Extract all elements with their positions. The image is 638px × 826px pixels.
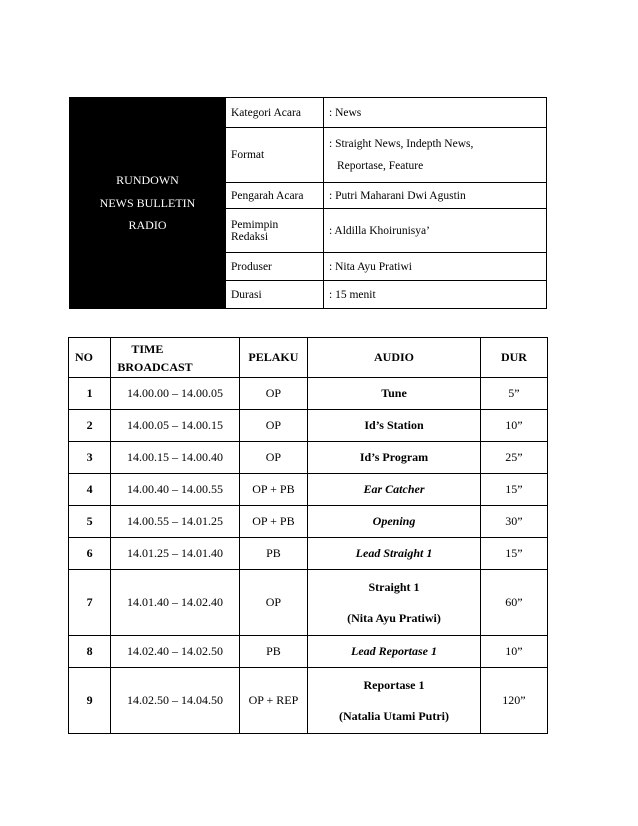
col-header-time xyxy=(111,338,239,378)
row-time: 14.00.15 – 14.00.40 xyxy=(111,442,239,474)
row-dur: 25” xyxy=(480,442,547,474)
row-pelaku: OP xyxy=(239,570,307,636)
row-audio xyxy=(308,636,481,668)
row-audio xyxy=(308,442,481,474)
row-time: 14.01.25 – 14.01.40 xyxy=(111,538,239,570)
row-audio xyxy=(308,570,481,636)
audio-line-gap xyxy=(308,693,480,709)
row-no: 3 xyxy=(69,442,111,474)
field-value-pengarah: : Putri Maharani Dwi Agustin xyxy=(324,183,547,209)
audio-line: Opening xyxy=(372,514,416,528)
row-pelaku: OP + REP xyxy=(239,668,307,734)
field-label-pengarah: Pengarah Acara xyxy=(226,183,324,209)
audio-line-gap xyxy=(308,595,480,611)
field-value-pemimpin-redaksi: : Aldilla Khoirunisya’ xyxy=(324,209,547,253)
format-line-1: : Straight News, Indepth News, xyxy=(329,138,474,150)
row-no: 5 xyxy=(69,506,111,538)
pemimpin-line-2: Redaksi xyxy=(231,230,269,243)
field-value-produser: : Nita Ayu Pratiwi xyxy=(324,253,547,281)
col-header-pelaku: PELAKU xyxy=(239,338,307,378)
row-audio xyxy=(308,668,481,734)
row-audio xyxy=(308,474,481,506)
format-line-2: Reportase, Feature xyxy=(337,160,424,172)
field-label-produser: Produser xyxy=(226,253,324,281)
row-dur: 120” xyxy=(480,668,547,734)
row-no: 2 xyxy=(69,410,111,442)
row-dur: 10” xyxy=(480,410,547,442)
table-row xyxy=(69,570,548,636)
row-dur: 15” xyxy=(480,474,547,506)
row-no: 4 xyxy=(69,474,111,506)
row-no: 8 xyxy=(69,636,111,668)
row-dur: 60” xyxy=(480,570,547,636)
row-pelaku: OP + PB xyxy=(239,506,307,538)
audio-line: Lead Reportase 1 xyxy=(351,644,437,658)
row-dur: 15” xyxy=(480,538,547,570)
row-no: 9 xyxy=(69,668,111,734)
row-time: 14.00.05 – 14.00.15 xyxy=(111,410,239,442)
row-pelaku: OP + PB xyxy=(239,474,307,506)
field-value-durasi: : 15 menit xyxy=(324,281,547,309)
field-label-pemimpin-redaksi xyxy=(226,209,324,253)
audio-line: (Nita Ayu Pratiwi) xyxy=(347,610,441,625)
table-row xyxy=(69,442,548,474)
row-pelaku: PB xyxy=(239,636,307,668)
program-title-line-3: RADIO xyxy=(128,218,167,233)
row-audio xyxy=(308,506,481,538)
row-time: 14.01.40 – 14.02.40 xyxy=(111,570,239,636)
audio-line: Id’s Program xyxy=(359,450,429,464)
field-label-format: Format xyxy=(226,128,324,183)
rundown-body xyxy=(69,378,548,734)
row-pelaku: OP xyxy=(239,378,307,410)
row-pelaku: PB xyxy=(239,538,307,570)
row-no: 7 xyxy=(69,570,111,636)
col-header-dur: DUR xyxy=(480,338,547,378)
row-time: 14.00.00 – 14.00.05 xyxy=(111,378,239,410)
row-audio xyxy=(308,410,481,442)
rundown-table xyxy=(68,337,548,734)
col-header-time-line-2: BROADCAST xyxy=(117,359,193,374)
pemimpin-line-1: Pemimpin xyxy=(231,218,279,231)
audio-line: Straight 1 xyxy=(368,579,420,594)
row-audio xyxy=(308,378,481,410)
audio-line: Reportase 1 xyxy=(363,677,425,692)
row-no: 6 xyxy=(69,538,111,570)
col-header-audio: AUDIO xyxy=(308,338,481,378)
row-time: 14.02.40 – 14.02.50 xyxy=(111,636,239,668)
program-title-line-1: RUNDOWN xyxy=(116,172,179,187)
col-header-no: NO xyxy=(69,338,111,378)
col-header-time-line-1: TIME xyxy=(131,341,164,356)
table-row xyxy=(69,636,548,668)
field-value-kategori: : News xyxy=(324,98,547,128)
table-row xyxy=(69,474,548,506)
table-row xyxy=(69,668,548,734)
table-row xyxy=(69,538,548,570)
row-time: 14.02.50 – 14.04.50 xyxy=(111,668,239,734)
row-pelaku: OP xyxy=(239,410,307,442)
table-row xyxy=(69,378,548,410)
field-value-format xyxy=(324,128,547,183)
row-audio xyxy=(308,538,481,570)
row-pelaku: OP xyxy=(239,442,307,474)
row-no: 1 xyxy=(69,378,111,410)
row-dur: 5” xyxy=(480,378,547,410)
audio-line: (Natalia Utami Putri) xyxy=(339,708,449,723)
audio-line: Lead Straight 1 xyxy=(355,546,433,560)
table-row xyxy=(69,410,548,442)
field-label-durasi: Durasi xyxy=(226,281,324,309)
program-title-line-2: NEWS BULLETIN xyxy=(99,195,196,210)
audio-line: Ear Catcher xyxy=(363,482,425,496)
row-dur: 30” xyxy=(480,506,547,538)
program-info-table xyxy=(69,97,547,309)
row-time: 14.00.55 – 14.01.25 xyxy=(111,506,239,538)
rundown-header-row xyxy=(69,338,548,378)
row-dur: 10” xyxy=(480,636,547,668)
field-label-kategori: Kategori Acara xyxy=(226,98,324,128)
program-title-block xyxy=(70,98,226,309)
audio-line: Id’s Station xyxy=(364,418,424,432)
table-row xyxy=(69,506,548,538)
row-time: 14.00.40 – 14.00.55 xyxy=(111,474,239,506)
audio-line: Tune xyxy=(381,386,407,400)
